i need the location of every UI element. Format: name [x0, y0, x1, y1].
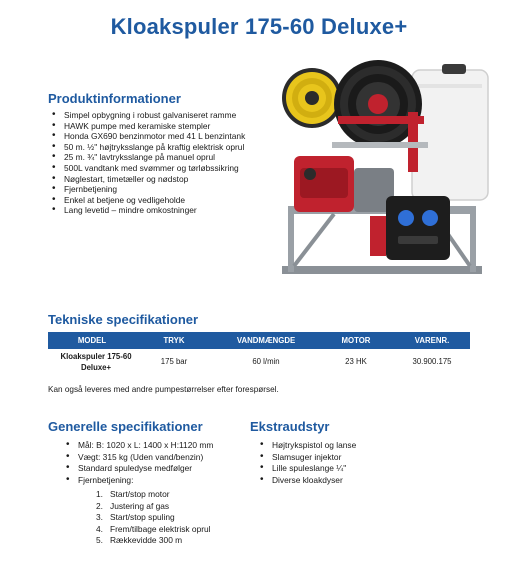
general-specs-heading: Generelle specifikationer: [48, 419, 203, 434]
cell-flow: 60 l/min: [252, 357, 280, 366]
list-item: [96, 535, 211, 547]
list-item: • Honda GX690 benzinmotor med 41 L benzintank: [48, 131, 245, 142]
cell-model-line2: Deluxe+: [80, 363, 112, 372]
list-item: [96, 512, 211, 524]
general-specs-list: [62, 440, 213, 486]
step-text: Frem/tilbage elektrisk oprul: [110, 523, 211, 534]
list-item: [96, 489, 211, 501]
availability-note: Kan også leveres med andre pumpestørrelser efter forespørsel.: [48, 385, 279, 394]
list-item: • Fjernbetjening:: [62, 475, 213, 487]
step-number: 2.: [96, 500, 103, 511]
step-text: Rækkevidde 300 m: [110, 535, 183, 545]
list-item: • Højtrykspistol og lanse: [256, 440, 356, 452]
list-item: • Fjernbetjening: [48, 184, 245, 195]
cell-item-no: 30.900.175: [412, 357, 452, 366]
col-header-item-no: VARENR.: [414, 336, 450, 345]
product-info-list: [48, 110, 245, 216]
list-item: • Enkel at betjene og vedligeholde: [48, 195, 245, 206]
product-info-heading: Produktinformationer: [48, 91, 181, 106]
step-number: 4.: [96, 523, 103, 534]
list-item: • Lang levetid – mindre omkostninger: [48, 205, 245, 216]
remote-steps-list: [96, 489, 211, 547]
col-header-flow: VANDMÆNGDE: [236, 336, 296, 345]
list-item: • Slamsuger injektor: [256, 452, 356, 464]
list-item: • Lille spuleslange ¼": [256, 463, 356, 475]
step-number: 1.: [96, 489, 103, 499]
cell-motor: 23 HK: [345, 357, 367, 366]
list-item: • Mål: B: 1020 x L: 1400 x H:1120 mm: [62, 440, 213, 452]
list-item: • Nøglestart, timetæller og nødstop: [48, 174, 245, 185]
step-text: Justering af gas: [110, 500, 170, 511]
tech-specs-heading: Tekniske specifikationer: [48, 312, 199, 327]
list-item: • 500L vandtank med svømmer og tørløbssikring: [48, 163, 245, 174]
extras-heading: Ekstraudstyr: [250, 419, 330, 434]
list-item: • 50 m. ½" højtryksslange på kraftig elektrisk oprul: [48, 142, 245, 153]
list-item: • HAWK pumpe med keramiske stempler: [48, 121, 245, 132]
step-text: Start/stop motor: [110, 489, 170, 499]
col-header-motor: MOTOR: [341, 336, 371, 345]
step-number: 5.: [96, 535, 103, 545]
list-item: [96, 524, 211, 536]
table-row: [48, 351, 470, 373]
step-text: Start/stop spuling: [110, 512, 175, 522]
step-number: 3.: [96, 512, 103, 522]
spec-table-header: [48, 332, 470, 349]
col-header-model: MODEL: [77, 336, 107, 345]
extras-list: [256, 440, 356, 486]
sewer-jetter-image: [274, 56, 494, 296]
col-header-pressure: TRYK: [163, 336, 185, 345]
list-item: • 25 m. ¾" lavtryksslange på manuel oprul: [48, 152, 245, 163]
list-item: • Diverse kloakdyser: [256, 475, 356, 487]
page-title: Kloakspuler 175-60 Deluxe+: [110, 14, 408, 39]
list-item: • Standard spuledyse medfølger: [62, 463, 213, 475]
cell-model-line1: Kloakspuler 175-60: [60, 352, 132, 361]
list-item: • Vægt: 315 kg (Uden vand/benzin): [62, 452, 213, 464]
cell-pressure: 175 bar: [160, 357, 188, 366]
list-item: • Simpel opbygning i robust galvaniseret ramme: [48, 110, 245, 121]
list-item: [96, 501, 211, 513]
